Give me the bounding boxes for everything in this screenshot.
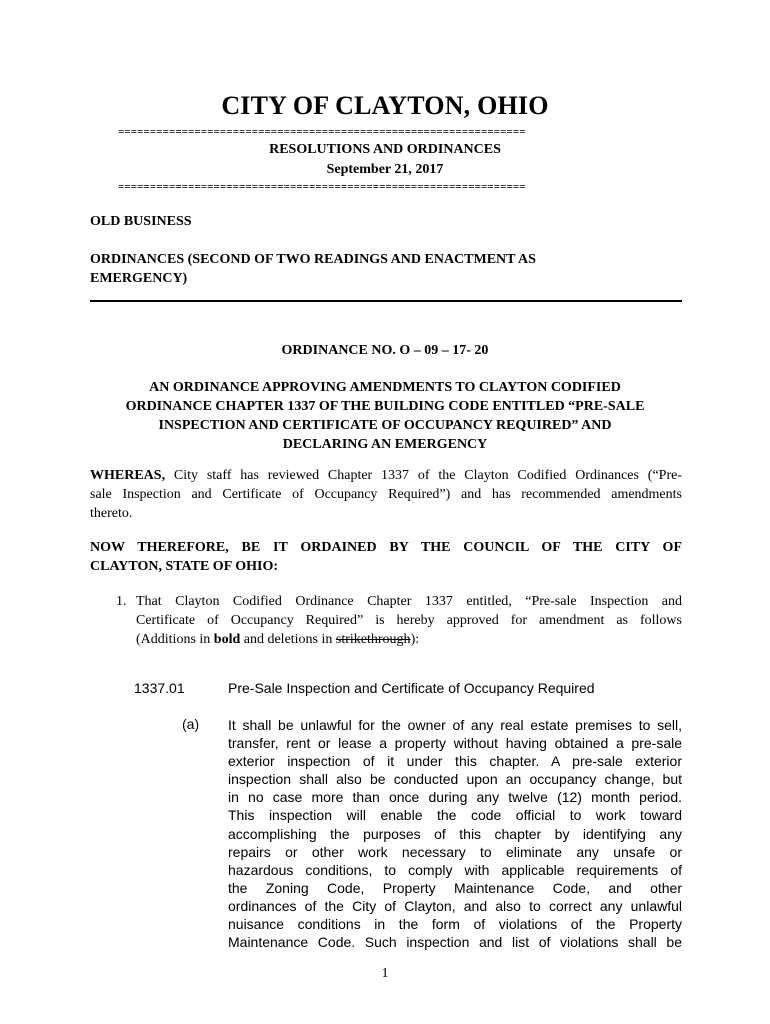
- whereas-line-2: sale Inspection and Certificate of Occupancy Required”) and has recommended amendments: [90, 487, 682, 502]
- paragraph-label: (a): [182, 716, 200, 732]
- whereas-line-3: thereto.: [90, 506, 133, 521]
- paragraph-line: inspection shall also be conducted upon an occupancy change, but: [228, 771, 682, 788]
- item-1-number: 1.: [116, 594, 127, 609]
- item-1-line-2: Certificate of Occupancy Required” is hereby approved for amendment as follows: [136, 613, 682, 628]
- whereas-line-1: City staff has reviewed Chapter 1337 of the Clayton Codified Ordinances (“Pre-: [165, 468, 682, 483]
- ordinance-title-line-2: ORDINANCE CHAPTER 1337 OF THE BUILDING CODE ENTITLED “PRE-SALE: [125, 399, 645, 414]
- paragraph-line: accomplishing the purposes of this chapter by identifying any: [228, 825, 682, 842]
- item-1-line-1: That Clayton Codified Ordinance Chapter 1337 entitled, “Pre-sale Inspection and: [136, 594, 682, 609]
- ordinances-heading-line-1: ORDINANCES (SECOND OF TWO READINGS AND ENACTMENT AS: [90, 252, 536, 267]
- ordinance-title: [100, 378, 670, 454]
- ordinances-heading: [90, 250, 536, 288]
- paragraph-line: transfer, rent or lease a property without having obtained a pre-sale: [228, 735, 682, 752]
- paragraph-line: the Zoning Code, Property Maintenance Code, and other: [228, 879, 682, 896]
- now-therefore-line-1: NOW THEREFORE, BE IT ORDAINED BY THE COUNCIL OF THE CITY OF: [90, 540, 682, 555]
- paragraph-line: It shall be unlawful for the owner of any real estate premises to sell,: [228, 717, 682, 733]
- horizontal-rule: [90, 300, 682, 302]
- paragraph-line: in no case more than once during any twelve (12) month period.: [228, 789, 682, 806]
- item-1-strikethrough-word: strikethrough: [335, 632, 411, 647]
- item-1-line-3: [136, 630, 682, 649]
- whereas-label: WHEREAS,: [90, 468, 166, 483]
- page-number: 1: [381, 966, 389, 981]
- old-business-heading: OLD BUSINESS: [90, 214, 192, 229]
- document-subtitle: RESOLUTIONS AND ORDINANCES: [269, 142, 501, 157]
- paragraph-line: repairs or other work necessary to eliminate any unsafe or: [228, 843, 682, 860]
- ordinance-title-line-3: INSPECTION AND CERTIFICATE OF OCCUPANCY REQUIRED” AND: [158, 418, 612, 433]
- ordinance-title-line-4: DECLARING AN EMERGENCY: [282, 437, 488, 452]
- item-1-line-3-prefix: (Additions in: [136, 632, 214, 647]
- paragraph-line: nuisance conditions in the form of violations of the Property: [228, 916, 682, 933]
- paragraph-line: This inspection will enable the code official to work toward: [228, 807, 682, 824]
- whereas-clause: [90, 466, 682, 523]
- paragraph-line: Maintenance Code. Such inspection and list of violations shall be: [228, 934, 682, 951]
- item-1-bold-word: bold: [213, 632, 241, 647]
- paragraph-line: hazardous conditions, to comply with applicable requirements of: [228, 861, 682, 878]
- ordinance-number: ORDINANCE NO. O – 09 – 17- 20: [281, 343, 489, 358]
- section-title: Pre-Sale Inspection and Certificate of Occupancy Required: [228, 680, 595, 696]
- paragraph-line: exterior inspection of it under this chapter. A pre-sale exterior: [228, 753, 682, 770]
- item-1-line-3-mid: and deletions in: [240, 632, 336, 647]
- item-1-text: [136, 592, 682, 649]
- now-therefore-line-2: CLAYTON, STATE OF OHIO:: [90, 559, 279, 574]
- section-number: 1337.01: [134, 680, 185, 696]
- paragraph-line: ordinances of the City of Clayton, and also to correct any unlawful: [228, 897, 682, 914]
- now-therefore-clause: [90, 538, 682, 576]
- item-1-line-3-suffix: ):: [410, 632, 420, 647]
- document-title: CITY OF CLAYTON, OHIO: [221, 91, 549, 120]
- ordinances-heading-line-2: EMERGENCY): [90, 271, 188, 286]
- section-paragraph: [228, 716, 682, 951]
- equals-divider-bottom: ================================================================: [118, 181, 526, 193]
- document-date: September 21, 2017: [326, 162, 444, 177]
- ordinance-title-line-1: AN ORDINANCE APPROVING AMENDMENTS TO CLAYTON CODIFIED: [149, 380, 621, 395]
- equals-divider-top: ================================================================: [118, 126, 526, 138]
